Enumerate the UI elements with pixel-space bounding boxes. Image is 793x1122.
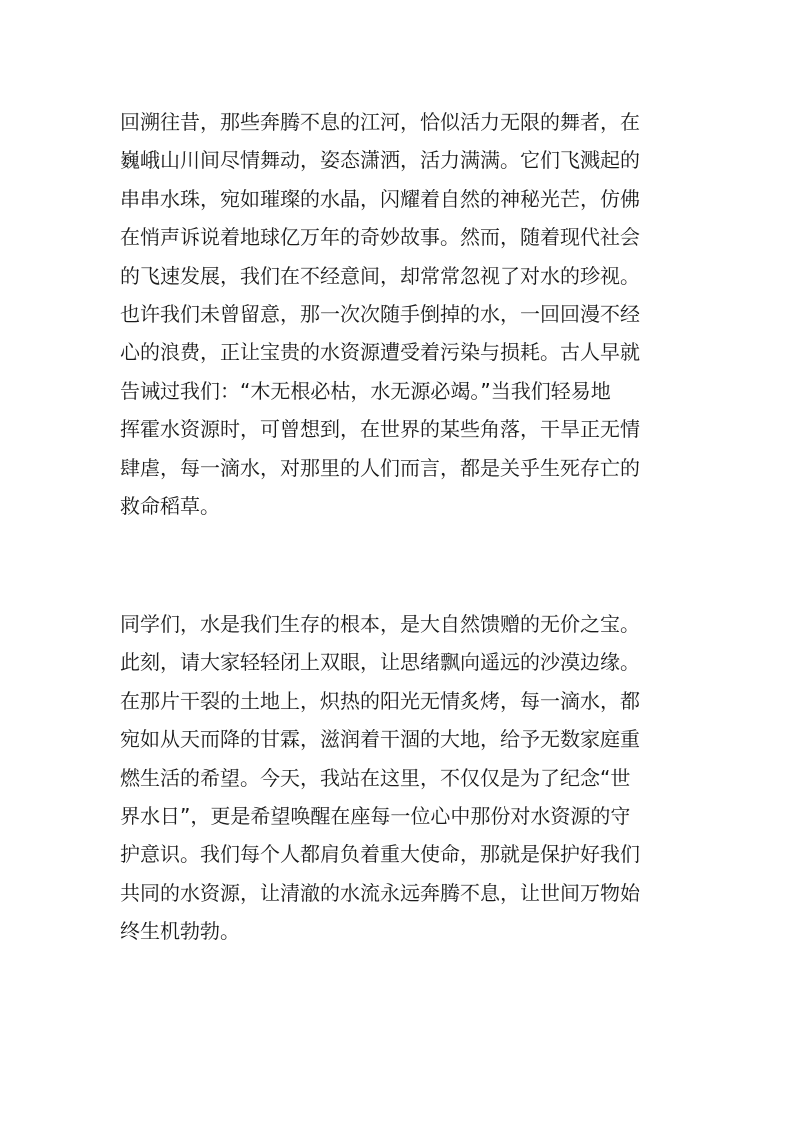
text-line: 告诫过我们：“木无根必枯，水无源必竭。”当我们轻易地: [120, 378, 611, 403]
text-line: 的飞速发展，我们在不经意间，却常常忽视了对水的珍视。: [120, 263, 640, 288]
text-line: 此刻，请大家轻轻闭上双眼，让思绪飘向遥远的沙漠边缘。: [120, 650, 640, 675]
text-line: 肆虐，每一滴水，对那里的人们而言，都是关乎生死存亡的: [120, 455, 640, 480]
paragraph-2: [120, 605, 680, 951]
text-line: 护意识。我们每个人都肩负着重大使命，那就是保护好我们: [120, 842, 640, 867]
text-line: 终生机勃勃。: [120, 919, 240, 944]
text-line: 救命稻草。: [120, 493, 220, 518]
text-line: 也许我们未曾留意，那一次次随手倒掉的水，一回回漫不经: [120, 301, 640, 326]
text-line: 界水日”，更是希望唤醒在座每一位心中那份对水资源的守: [120, 803, 631, 828]
text-line: 巍峨山川间尽情舞动，姿态潇洒，活力满满。它们飞溅起的: [120, 148, 640, 173]
text-line: 心的浪费，正让宝贵的水资源遭受着污染与损耗。古人早就: [120, 340, 640, 365]
text-line: 挥霍水资源时，可曾想到，在世界的某些角落，干旱正无情: [120, 417, 640, 442]
text-line: 回溯往昔，那些奔腾不息的江河，恰似活力无限的舞者，在: [120, 110, 640, 134]
text-line: 共同的水资源，让清澈的水流永远奔腾不息，让世间万物始: [120, 880, 640, 905]
text-line: 同学们，水是我们生存的根本，是大自然馈赠的无价之宝。: [120, 612, 640, 636]
text-line: 在那片干裂的土地上，炽热的阳光无情炙烤，每一滴水，都: [120, 688, 640, 713]
text-line: 串串水珠，宛如璀璨的水晶，闪耀着自然的神秘光芒，仿佛: [120, 186, 640, 211]
paragraph-1: [120, 103, 680, 525]
text-line: 宛如从天而降的甘霖，滋润着干涸的大地，给予无数家庭重: [120, 727, 640, 752]
text-line: 燃生活的希望。今天，我站在这里，不仅仅是为了纪念“世: [120, 765, 631, 790]
text-line: 在悄声诉说着地球亿万年的奇妙故事。然而，随着现代社会: [120, 225, 640, 250]
